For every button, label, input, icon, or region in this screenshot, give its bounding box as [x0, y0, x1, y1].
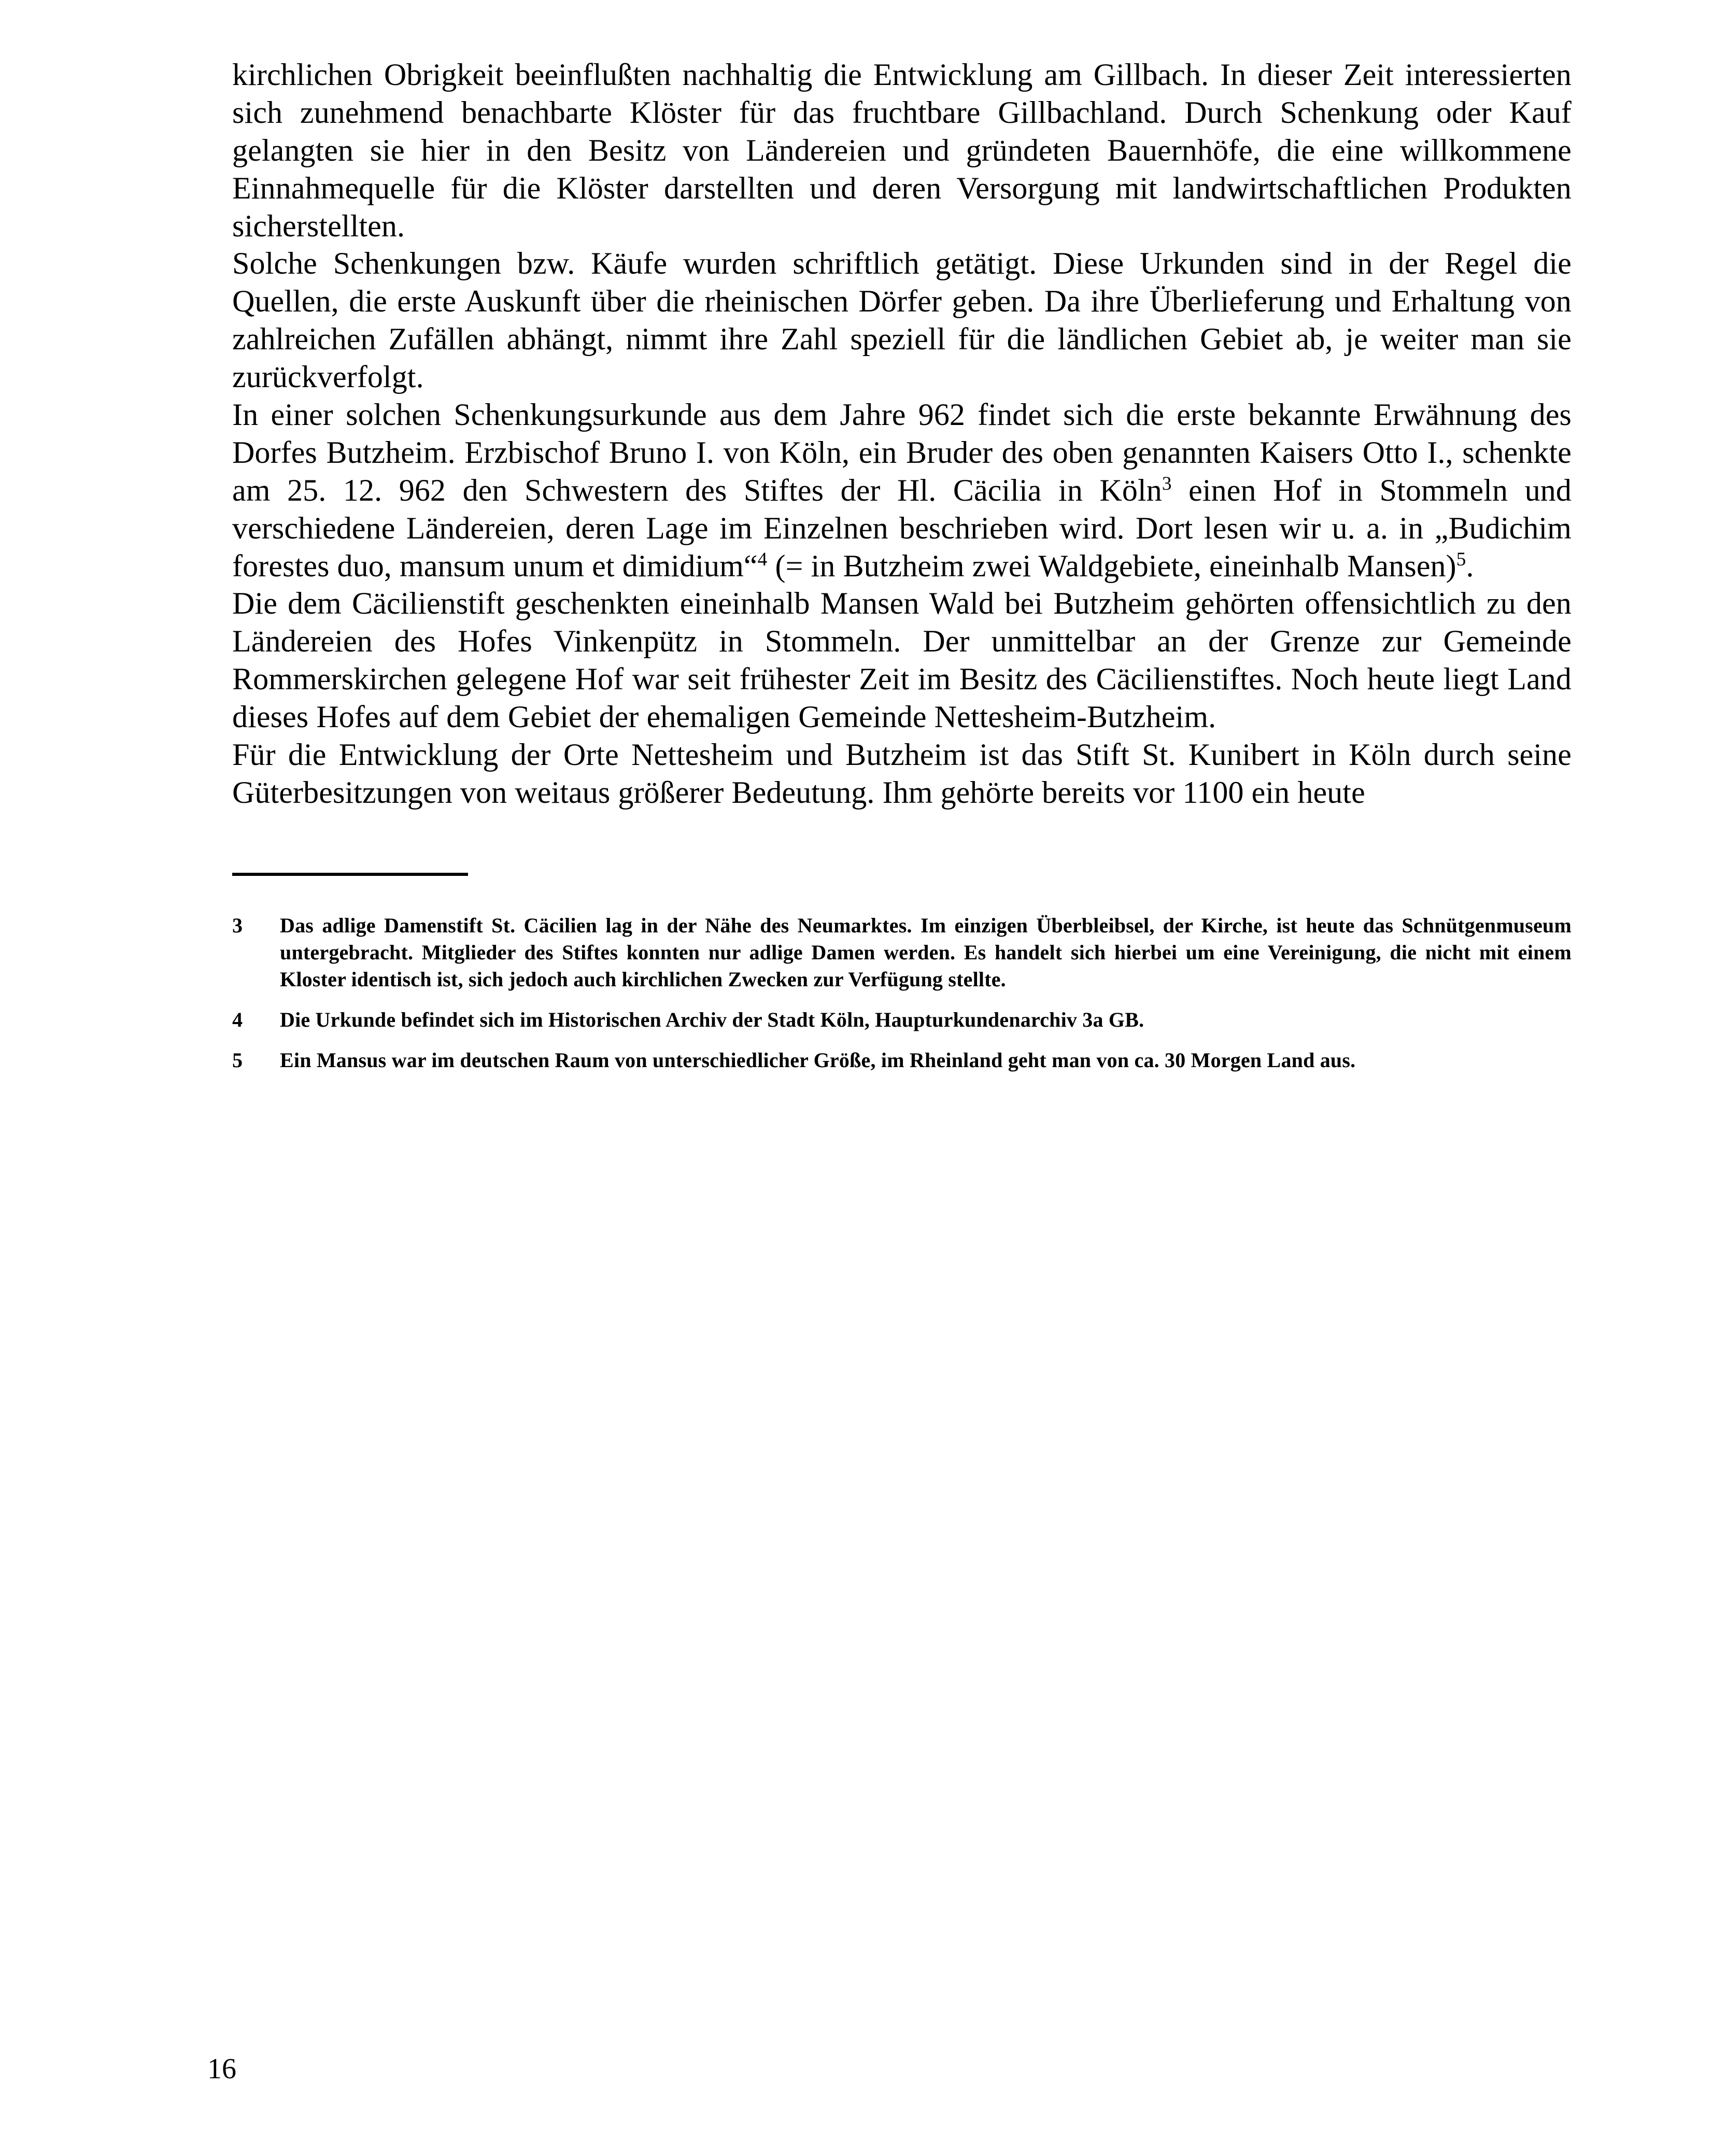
footnote-text: Das adlige Damenstift St. Cäcilien lag in der Nähe des Neumarktes. Im einzigen Überbleibsel, der Kirche, ist heute das Schnütgenmuseum untergebracht. Mitglieder des Stiftes konnten nur adlige Damen werden. Es handelt sich hierbei um eine Vereinigung, die nicht mit einem Kloster identisch ist, sich jedoch auch kirchlichen Zwecken zur Verfügung stellte. — [280, 913, 1572, 991]
footnote-number: 4 — [232, 1008, 243, 1031]
footnote-item — [232, 912, 1572, 993]
paragraph: Solche Schenkungen bzw. Käufe wurden schriftlich getätigt. Diese Urkunden sind in der Regel die Quellen, die erste Auskunft über die rheinischen Dörfer geben. Da ihre Überlieferung und Erhaltung von zahlreichen Zufällen abhängt, nimmt ihre Zahl speziell für die ländlichen Gebiet ab, je weiter man sie zurückverfolgt. — [232, 246, 1572, 394]
footnote-item — [232, 1006, 1572, 1033]
footnote-ref-3: 3 — [1162, 473, 1172, 494]
paragraph-part: (= in Butzheim zwei Waldgebiete, eineinhalb Mansen) — [767, 548, 1456, 583]
footnote-ref-5: 5 — [1456, 548, 1466, 570]
main-text-column — [232, 56, 1572, 812]
paragraph-part: . — [1466, 548, 1474, 583]
footnote-text: Die Urkunde befindet sich im Historischen Archiv der Stadt Köln, Haupturkundenarchiv 3a GB. — [280, 1008, 1144, 1031]
paragraph-part: In einer solchen Schenkungsurkunde aus dem Jahre 962 findet sich die erste bekannte Erwähnung des Dorfes Butzheim. Erzbischof Bruno I. von Köln, ein Bruder des oben genannten Kaisers Otto I., schenkte am 25. 12. 962 den Schwestern des Stiftes der Hl. Cäcilia in Köln — [232, 398, 1572, 507]
footnote-number: 5 — [232, 1048, 243, 1072]
footnote-separator-rule — [232, 873, 468, 876]
paragraph-with-footnote-refs — [232, 396, 1572, 585]
footnote-item — [232, 1047, 1572, 1074]
footnotes-section — [232, 912, 1572, 1074]
paragraph: kirchlichen Obrigkeit beeinflußten nachhaltig die Entwicklung am Gillbach. In dieser Zeit interessierten sich zunehmend benachbarte Klöster für das fruchtbare Gillbachland. Durch Schenkung oder Kauf gelangten sie hier in den Besitz von Ländereien und gründeten Bauernhöfe, die eine willkommene Einnahmequelle für die Klöster darstellten und deren Versorgung mit landwirtschaftlichen Produkten sicherstellten. — [232, 58, 1572, 243]
footnote-text: Ein Mansus war im deutschen Raum von unterschiedlicher Größe, im Rheinland geht man von ca. 30 Morgen Land aus. — [280, 1048, 1356, 1072]
paragraph: Für die Entwicklung der Orte Nettesheim und Butzheim ist das Stift St. Kunibert in Köln durch seine Güterbesitzungen von weitaus größerer Bedeutung. Ihm gehörte bereits vor 1100 ein heute — [232, 737, 1572, 810]
paragraph-part: einen Hof in Stommeln und verschiedene Ländereien, deren Lage im Einzelnen beschrieben wird. Dort lesen wir u. a. in „Budichim forestes duo, mansum unum et dimidium“ — [232, 473, 1572, 583]
page-number: 16 — [207, 2053, 236, 2085]
footnote-ref-4: 4 — [757, 548, 768, 570]
footnote-number: 3 — [232, 913, 243, 937]
paragraph: Die dem Cäcilienstift geschenkten eineinhalb Mansen Wald bei Butzheim gehörten offensichtlich zu den Ländereien des Hofes Vinkenpütz in Stommeln. Der unmittelbar an der Grenze zur Gemeinde Rommerskirchen gelegene Hof war seit frühester Zeit im Besitz des Cäcilienstiftes. Noch heute liegt Land dieses Hofes auf dem Gebiet der ehemaligen Gemeinde Nettesheim-Butzheim. — [232, 586, 1572, 734]
